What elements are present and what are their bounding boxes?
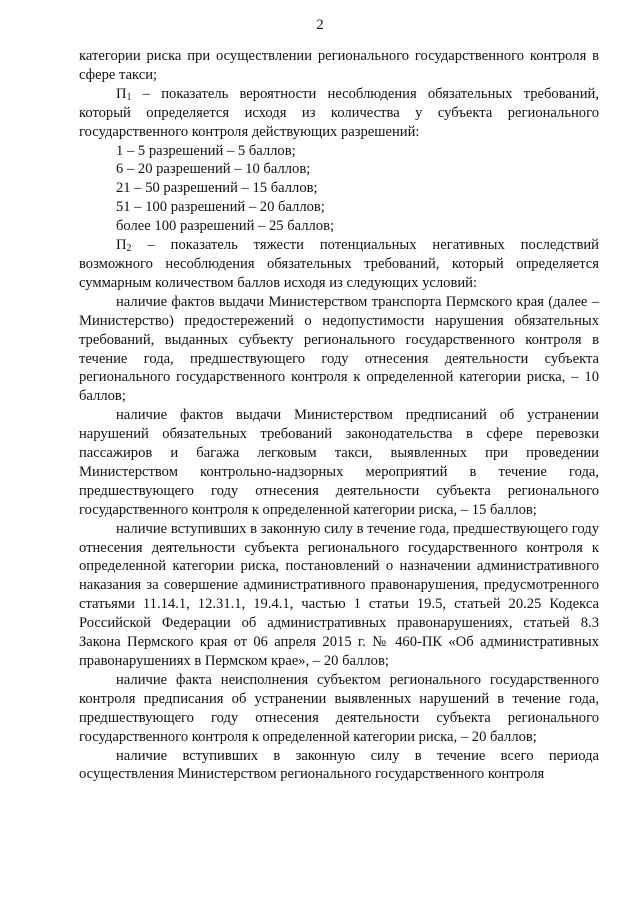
paragraph-period-condition: наличие вступивших в законную силу в течение всего периода осуществления Министерством регионального государственного контроля [79,747,599,783]
list-item: 21 – 50 разрешений – 15 баллов; [116,180,318,197]
page-number: 2 [316,17,324,33]
paragraph-penalties-condition: наличие вступивших в законную силу в течение года, предшествующего году отнесения деятельности субъекта регионального государственного контроля к определенной категории риска, постановлений о назначении административного наказания за совершение административного правонарушения, предусмотренного статьями 11.14.1, 12.31.1, 19.4.1, частью 1 статьи 19.5, статьей 20.25 Кодекса Российской Федерации об административных правонарушениях, статьей 8.3 Закона Пермского края от 06 апреля 2015 г. № 460-ПК «Об административных правонарушениях в Пермском крае», – 20 баллов; [79,520,599,669]
paragraph-orders-condition: наличие фактов выдачи Министерством предписаний об устранении нарушений обязательных требований законодательства в сфере перевозки пассажиров и багажа легковым такси, выявленных при проведении Министерством контрольно-надзорных мероприятий в течение года, предшествующего году отнесения деятельности субъекта регионального государственного контроля к определенной категории риска, – 15 баллов; [79,407,599,518]
p1-symbol: П [116,85,127,102]
body-text [79,47,599,784]
list-item: более 100 разрешений – 25 баллов; [116,218,335,235]
paragraph-p1-indicator [79,85,599,142]
paragraph-warnings-condition: наличие фактов выдачи Министерством транспорта Пермского края (далее – Министерство) предостережений о недопустимости нарушения обязательных требований, выданных субъекту регионального государственного контроля в течение года, предшествующего году отнесения деятельности субъекта регионального государственного контроля к определенной категории риска, – 10 баллов; [79,293,599,405]
p2-subscript: 2 [126,243,132,255]
p1-definition: – показатель вероятности несоблюдения обязательных требований, который определяется исходя из количества у субъекта регионального государственного контроля действующих разрешений: [79,85,599,140]
list-item: 1 – 5 разрешений – 5 баллов; [116,142,296,159]
p1-subscript: 1 [126,91,132,103]
paragraph-continuation: категории риска при осуществлении регионального государственного контроля в сфере такси; [79,48,599,83]
paragraph-p2-indicator [79,236,599,293]
paragraph-nonfulfillment-condition: наличие факта неисполнения субъектом регионального государственного контроля предписания об устранении выявленных нарушений в течение года, предшествующего году отнесения деятельности субъекта регионального государственного контроля к определенной категории риска, – 20 баллов; [79,671,599,745]
list-item: 51 – 100 разрешений – 20 баллов; [116,199,325,216]
p2-definition: – показатель тяжести потенциальных негативных последствий возможного несоблюдения обязательных требований, который определяется суммарным количеством баллов исходя из следующих условий: [79,237,599,291]
list-item: 6 – 20 разрешений – 10 баллов; [116,161,311,178]
p2-symbol: П [116,237,127,254]
